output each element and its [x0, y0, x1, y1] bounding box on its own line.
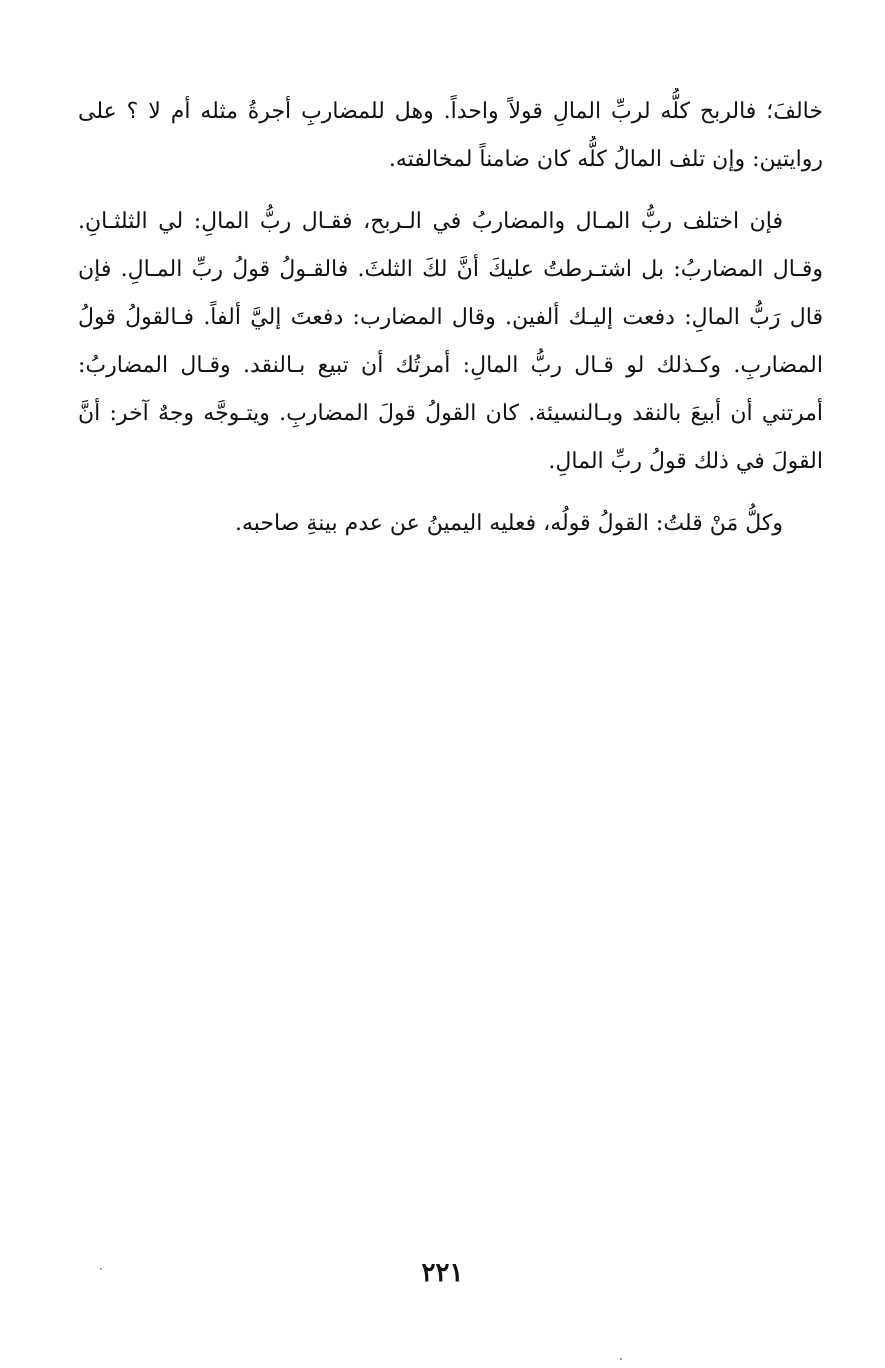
paragraph-1 — [78, 88, 823, 184]
text-line: روايتين: وإن تلف المالُ كلُّه كان ضامناً لمخالفته. — [388, 147, 823, 172]
paragraph-3 — [78, 500, 823, 548]
text-line: خالفَ؛ فالربح كلُّه لربِّ المالِ قولاً واحداً. وهل للمضاربِ أجرةُ مثله أم لا ؟ على — [78, 99, 823, 124]
page-number: ٢٢١ — [421, 1258, 464, 1288]
text-line: القولَ في ذلك قولُ ربِّ المالِ. — [548, 449, 823, 474]
text-line: وقـال المضاربُ: بل اشتـرطتُ عليكَ أنَّ لكَ الثلثَ. فالقـولُ قولُ ربِّ المـالِ. فإن — [78, 257, 823, 282]
text-line: أمرتني أن أبيعَ بالنقد وبـالنسيئة. كان القولُ قولَ المضاربِ. ويتـوجَّه وجهٌ آخر: أنَّ — [78, 401, 823, 426]
text-line: فإن اختلف ربُّ المـال والمضاربُ في الـربح، فقـال ربُّ المالِ: لي الثلثـانِ. — [78, 209, 783, 234]
paragraph-2 — [78, 198, 823, 486]
body-text — [78, 88, 823, 548]
scan-speck — [100, 1268, 102, 1270]
text-line: المضاربِ. وكـذلك لو قـال ربُّ المالِ: أمرتُك أن تبيع بـالنقد. وقـال المضاربُ: — [78, 353, 823, 378]
paragraph-gap — [78, 184, 823, 198]
paragraph-gap — [78, 486, 823, 500]
text-line: وكلُّ مَنْ قلتُ: القولُ قولُه، فعليه اليمينُ عن عدم بينةِ صاحبه. — [235, 511, 783, 536]
text-line: قال رَبُّ المالِ: دفعت إليـك ألفين. وقال المضارب: دفعتَ إليَّ ألفاً. فـالقولُ قولُ — [78, 305, 823, 330]
scan-speck — [620, 1358, 622, 1360]
